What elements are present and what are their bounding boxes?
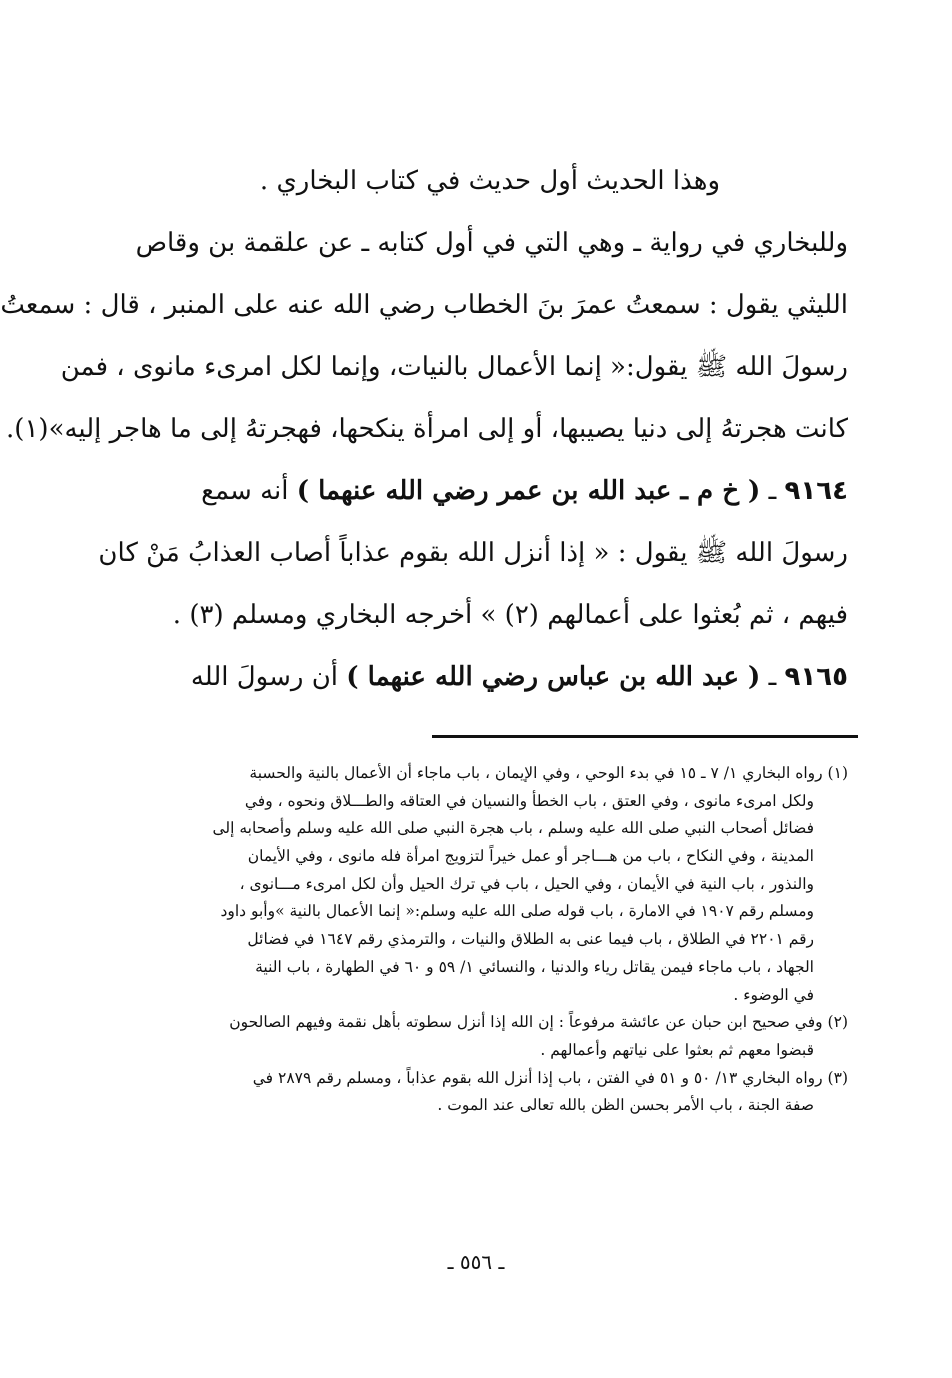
hadith-source: ( عبد الله بن عباس رضي الله عنهما ): [346, 662, 761, 692]
footnote-line: صفة الجنة ، باب الأمر بحسن الظن بالله تعالى عند الموت .: [437, 1096, 814, 1115]
page-number: ـ ٥٥٦ ـ: [447, 1250, 505, 1274]
footnote-1: [118, 760, 848, 1009]
footnote-line: ومسلم رقم ١٩٠٧ في الامارة ، باب قوله صلى الله عليه وسلم:« إنما الأعمال بالنية »وأبو داود: [220, 902, 814, 921]
footnote-line: (٣) رواه البخاري ١٣/ ٥٠ و ٥١ في الفتن ، باب إذا أنزل الله بقوم عذاباً ، ومسلم رقم ٢٨٧٩ في: [252, 1068, 848, 1087]
footnote-line: (٢) وفي صحيح ابن حبان عن عائشة مرفوعاً : إن الله إذا أنزل سطوته بأهل نقمة وفيهم الصالحون: [229, 1013, 848, 1032]
hadith-heading-9165: ٩١٦٥ ـ ( عبد الله بن عباس رضي الله عنهما ) أن رسولَ الله: [190, 662, 848, 692]
footnote-separator: [432, 735, 858, 738]
footnote-line: الجهاد ، باب ماجاء فيمن يقاتل رياء والدنيا ، والنسائي ١/ ٥٩ و ٦٠ في الطهارة ، باب النية: [255, 957, 814, 976]
text-line: رسولَ الله ﷺ يقول:« إنما الأعمال بالنيات، وإنما لكل امرىء مانوى ، فمن: [60, 352, 848, 382]
hadith-source: ( خ م ـ عبد الله بن عمر رضي الله عنهما ): [296, 476, 761, 506]
footnotes: [118, 760, 848, 1120]
hadith-number: ٩١٦٤: [784, 476, 848, 506]
hadith-heading-9164: ٩١٦٤ ـ ( خ م ـ عبد الله بن عمر رضي الله عنهما ) أنه سمع: [201, 476, 848, 506]
footnote-line: رقم ٢٢٠١ في الطلاق ، باب فيما عنى به الطلاق والنيات ، والترمذي رقم ١٦٤٧ في فضائل: [247, 930, 814, 949]
footnote-line: قبضوا معهم ثم بعثوا على نياتهم وأعمالهم .: [540, 1040, 814, 1059]
text-line: وللبخاري في رواية ـ وهي التي في أول كتابه ـ عن علقمة بن وقاص: [135, 228, 848, 258]
hadith-opening: أنه سمع: [201, 476, 289, 506]
footnote-line: فضائل أصحاب النبي صلى الله عليه وسلم ، باب هجرة النبي صلى الله عليه وسلم وأصحابه إلى: [212, 819, 814, 838]
text-line: رسولَ الله ﷺ يقول : « إذا أنزل الله بقوم عذاباً أصاب العذابُ مَنْ كان: [98, 538, 848, 568]
footnote-line: (١) رواه البخاري ١/ ٧ ـ ١٥ في بدء الوحي ، وفي الإيمان ، باب ماجاء أن الأعمال بالنية والحسبة: [249, 764, 848, 782]
main-text: [0, 150, 848, 708]
footnote-2: [118, 1009, 848, 1064]
footnote-3: [118, 1065, 848, 1120]
text-line: وهذا الحديث أول حديث في كتاب البخاري .: [259, 166, 720, 196]
text-line: فيهم ، ثم بُعثوا على أعمالهم (٢) » أخرجه البخاري ومسلم (٣) .: [172, 600, 848, 630]
text-line: كانت هجرتهُ إلى دنيا يصيبها، أو إلى امرأة ينكحها، فهجرتهُ إلى ما هاجر إليه»(١).: [6, 414, 848, 444]
hadith-opening: أن رسولَ الله: [190, 662, 339, 692]
footnote-line: المدينة ، وفي النكاح ، باب من هـــاجر أو عمل خيراً لتزويج امرأة فله مانوى ، وفي الأيمان: [247, 847, 814, 866]
footnote-line: في الوضوء .: [733, 985, 814, 1004]
hadith-number: ٩١٦٥: [784, 662, 848, 692]
footnote-line: ولكل امرىء مانوى ، وفي العتق ، باب الخطأ والنسيان في العتاقه والطـــلاق ونحوه ، وفي: [244, 791, 814, 810]
text-line: الليثي يقول : سمعتُ عمرَ بنَ الخطاب رضي الله عنه على المنبر ، قال : سمعتُ: [0, 290, 848, 320]
footnote-line: والنذور ، باب النية في الأيمان ، وفي الحيل ، باب في ترك الحيل وأن لكل امرىء مـــانوى ،: [239, 874, 814, 893]
